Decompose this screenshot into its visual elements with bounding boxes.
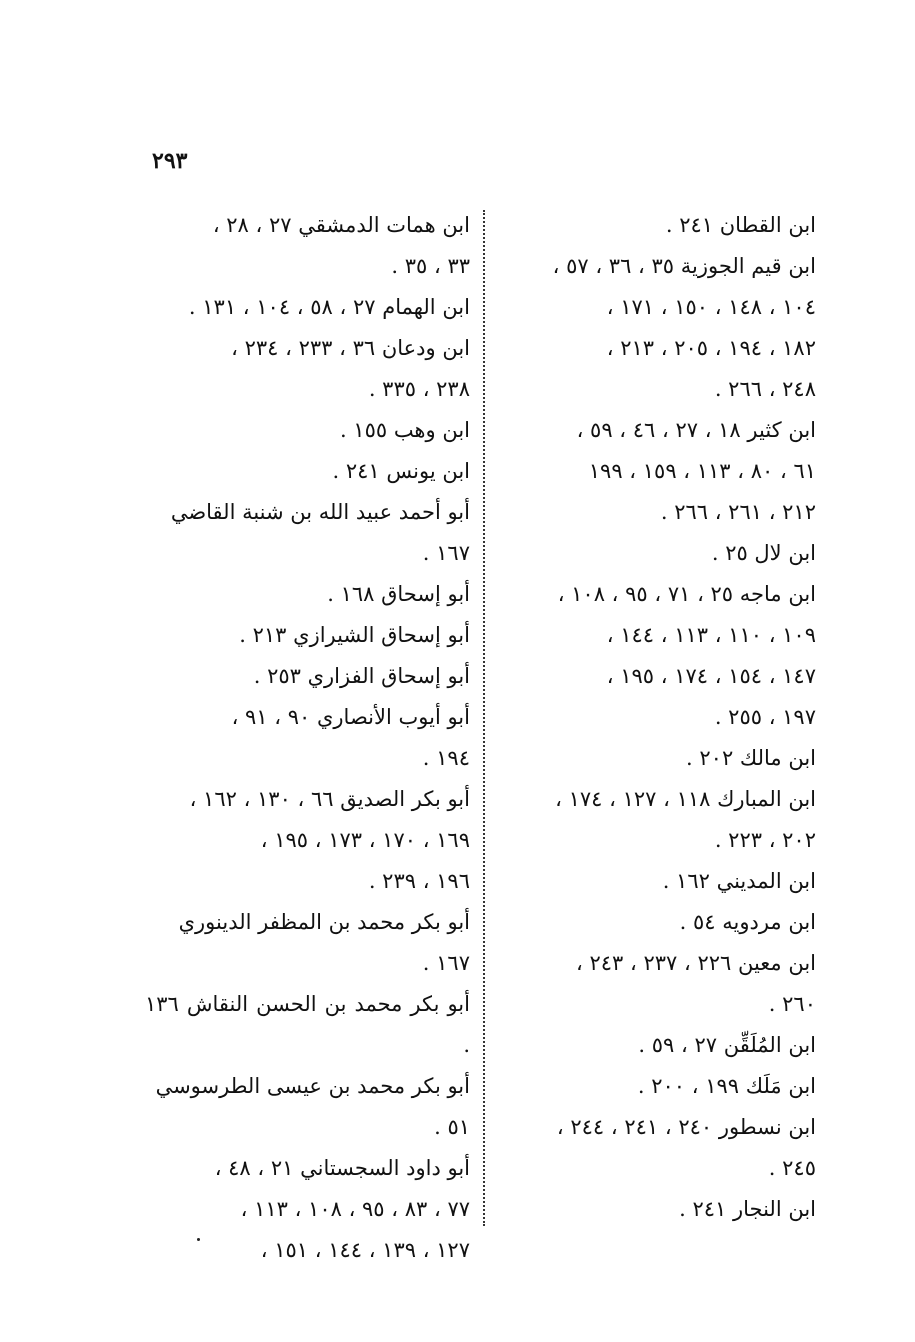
- index-entry-line: ٢١٢ ، ٢٦١ ، ٢٦٦ .: [660, 500, 816, 524]
- index-entry-line: ١٠٤ ، ١٤٨ ، ١٥٠ ، ١٧١ ،: [606, 295, 816, 319]
- index-entry-line: أبو إسحاق الفزاري ٢٥٣ .: [253, 664, 470, 688]
- index-entry-line: ١٢٧ ، ١٣٩ ، ١٤٤ ، ١٥١ ،: [260, 1238, 470, 1262]
- index-entry-line: ابن مالك ٢٠٢ .: [686, 746, 816, 770]
- index-entry-line: أبو بكر محمد بن عيسى الطرسوسي: [155, 1074, 470, 1098]
- index-entry-line: أبو أحمد عبيد الله بن شنبة القاضي: [170, 500, 470, 524]
- index-entry-line: أبو بكر محمد بن الحسن النقاش ١٣٦ .: [138, 992, 470, 1057]
- index-column-right: [494, 205, 816, 1230]
- index-entry-line: أبو إسحاق الشيرازي ٢١٣ .: [239, 623, 470, 647]
- index-entry-line: ٦١ ، ٨٠ ، ١١٣ ، ١٥٩ ، ١٩٩: [588, 459, 816, 483]
- index-entry-line: ١٤٧ ، ١٥٤ ، ١٧٤ ، ١٩٥ ،: [606, 664, 816, 688]
- index-entry-line: ٢٦٠ .: [768, 992, 816, 1016]
- index-entry-line: ابن لال ٢٥ .: [711, 541, 816, 565]
- index-entry-line: ١٩٤ .: [422, 746, 470, 770]
- index-entry-line: ابن مَلَك ١٩٩ ، ٢٠٠ .: [637, 1074, 816, 1098]
- index-entry-line: ٢٠٢ ، ٢٢٣ .: [714, 828, 816, 852]
- index-column-left: [138, 205, 470, 1271]
- index-entry-line: ابن الهمام ٢٧ ، ٥٨ ، ١٠٤ ، ١٣١ .: [188, 295, 470, 319]
- index-entry-line: ابن ماجه ٢٥ ، ٧١ ، ٩٥ ، ١٠٨ ،: [557, 582, 816, 606]
- ink-dot: [197, 1238, 200, 1241]
- index-entry-line: ١٠٩ ، ١١٠ ، ١١٣ ، ١٤٤ ،: [606, 623, 816, 647]
- index-entry-line: أبو إسحاق ١٦٨ .: [327, 582, 470, 606]
- index-entry-line: ابن معين ٢٢٦ ، ٢٣٧ ، ٢٤٣ ،: [576, 951, 816, 975]
- index-entry-line: ابن نسطور ٢٤٠ ، ٢٤١ ، ٢٤٤ ،: [556, 1115, 816, 1139]
- index-entry-line: ١٩٦ ، ٢٣٩ .: [368, 869, 470, 893]
- index-entry-line: ٣٣ ، ٣٥ .: [391, 254, 470, 278]
- index-entry-line: ابن قيم الجوزية ٣٥ ، ٣٦ ، ٥٧ ،: [552, 254, 816, 278]
- index-entry-line: ابن مردويه ٥٤ .: [679, 910, 816, 934]
- index-entry-line: أبو بكر محمد بن المظفر الدينوري: [178, 910, 470, 934]
- index-entry-line: ابن ودعان ٣٦ ، ٢٣٣ ، ٢٣٤ ،: [231, 336, 470, 360]
- index-entry-line: ٢٣٨ ، ٣٣٥ .: [368, 377, 470, 401]
- index-entry-line: ١٦٧ .: [422, 951, 470, 975]
- index-entry-line: ٧٧ ، ٨٣ ، ٩٥ ، ١٠٨ ، ١١٣ ،: [240, 1197, 470, 1221]
- index-entry-line: ابن المديني ١٦٢ .: [662, 869, 816, 893]
- index-entry-line: ١٦٩ ، ١٧٠ ، ١٧٣ ، ١٩٥ ،: [260, 828, 470, 852]
- index-entry-line: ابن المبارك ١١٨ ، ١٢٧ ، ١٧٤ ،: [555, 787, 816, 811]
- index-entry-line: أبو بكر الصديق ٦٦ ، ١٣٠ ، ١٦٢ ،: [189, 787, 470, 811]
- index-entry-line: ابن القطان ٢٤١ .: [665, 213, 816, 237]
- index-entry-line: ١٦٧ .: [422, 541, 470, 565]
- index-entry-line: أبو أيوب الأنصاري ٩٠ ، ٩١ ،: [231, 705, 470, 729]
- page-number: ٢٩٣: [152, 148, 188, 174]
- index-entry-line: ابن يونس ٢٤١ .: [332, 459, 470, 483]
- index-entry-line: ابن وهب ١٥٥ .: [339, 418, 470, 442]
- index-entry-line: ١٨٢ ، ١٩٤ ، ٢٠٥ ، ٢١٣ ،: [606, 336, 816, 360]
- index-entry-line: ابن النجار ٢٤١ .: [679, 1197, 816, 1221]
- index-entry-line: ١٩٧ ، ٢٥٥ .: [714, 705, 816, 729]
- index-entry-line: ٢٤٨ ، ٢٦٦ .: [714, 377, 816, 401]
- index-entry-line: أبو داود السجستاني ٢١ ، ٤٨ ،: [214, 1156, 470, 1180]
- index-entry-line: ٢٤٥ .: [768, 1156, 816, 1180]
- index-entry-line: ابن كثير ١٨ ، ٢٧ ، ٤٦ ، ٥٩ ،: [576, 418, 816, 442]
- column-divider: [483, 210, 485, 1226]
- index-entry-line: ابن المُلَقِّن ٢٧ ، ٥٩ .: [638, 1033, 816, 1057]
- index-entry-line: ٥١ .: [434, 1115, 470, 1139]
- index-entry-line: ابن همات الدمشقي ٢٧ ، ٢٨ ،: [212, 213, 470, 237]
